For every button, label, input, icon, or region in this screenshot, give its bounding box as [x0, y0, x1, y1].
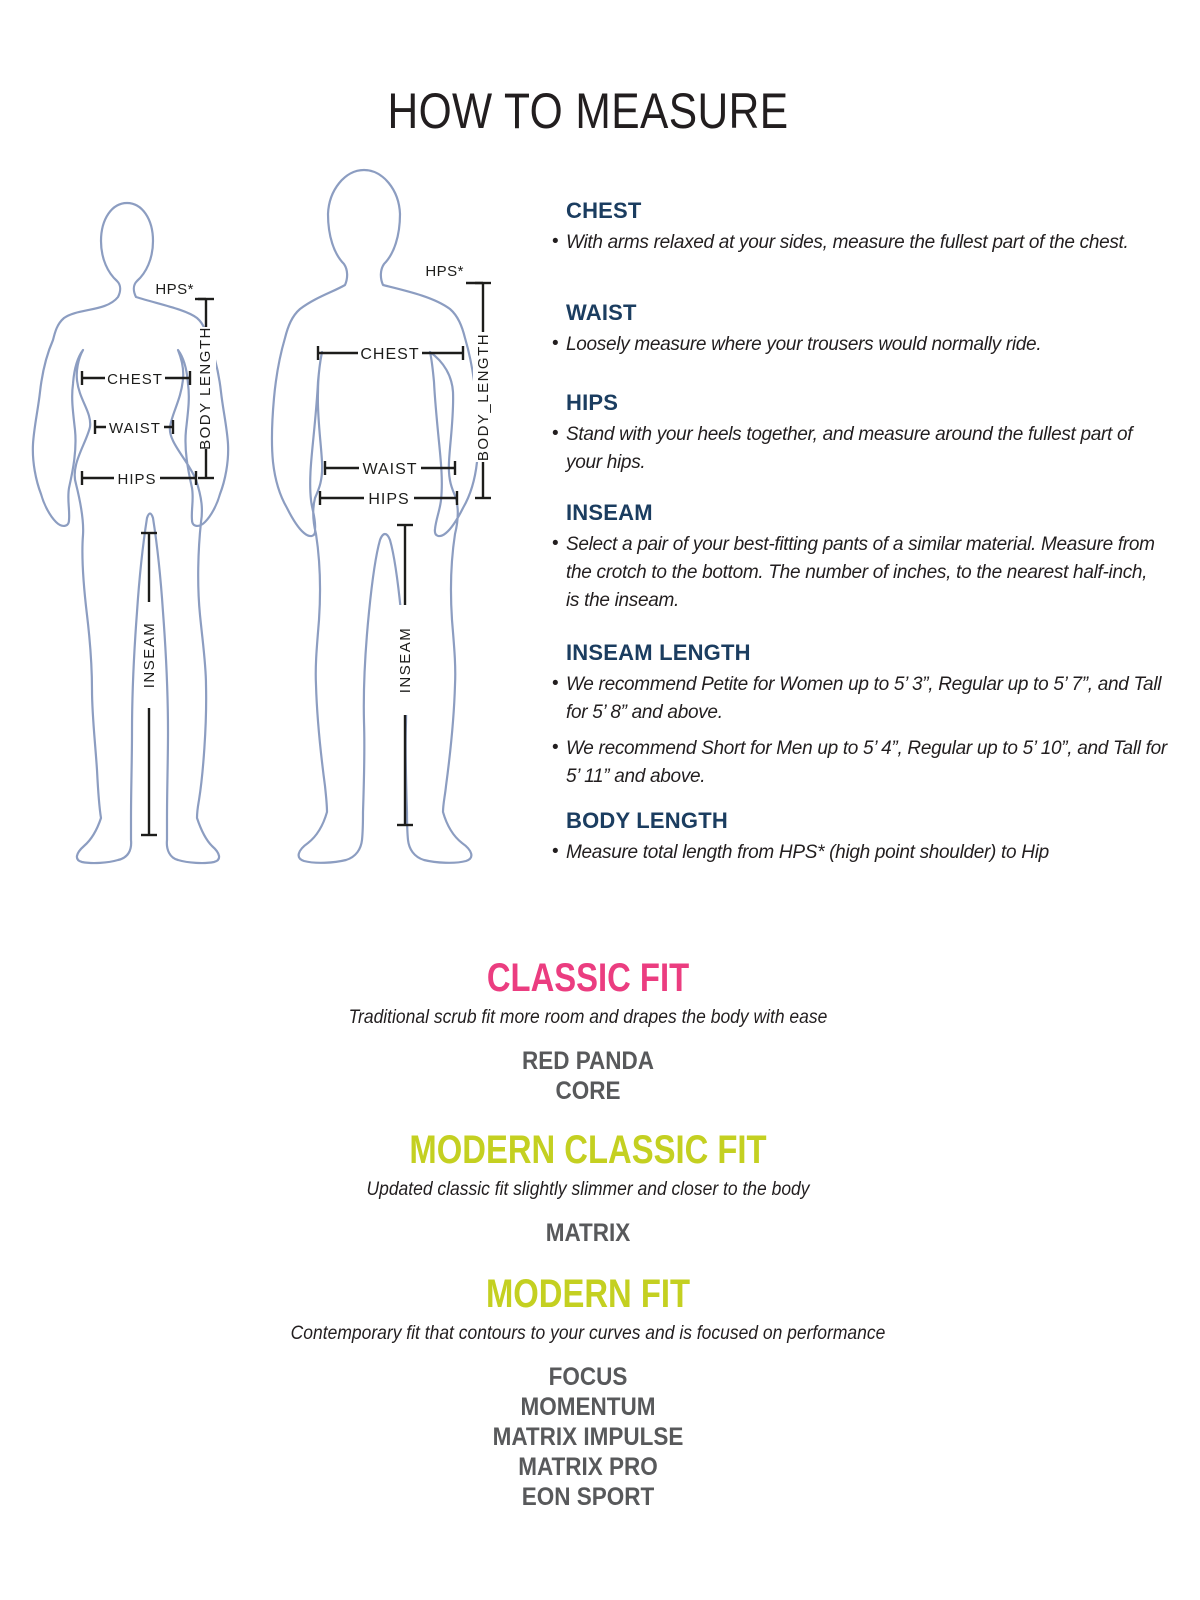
female-chest-label: CHEST — [107, 371, 163, 388]
product-name: MATRIX — [545, 1219, 631, 1247]
female-body-length-label: BODY LENGTH — [197, 326, 214, 450]
page-title: HOW TO MEASURE — [387, 82, 789, 139]
bullet-dot: • — [552, 673, 559, 694]
bullet-dot: • — [552, 231, 559, 252]
fit-description: Contemporary fit that contours to your curves and is focused on performance — [290, 1323, 886, 1344]
fit-section-classic — [0, 958, 1176, 1106]
product-name: CORE — [555, 1077, 621, 1105]
fit-heading: MODERN FIT — [485, 1272, 691, 1316]
bullet-dot: • — [552, 423, 559, 444]
instruction-section-body-length — [551, 808, 1200, 867]
product-name: MATRIX IMPULSE — [492, 1423, 684, 1451]
product-name: EON SPORT — [521, 1483, 655, 1511]
male-body-length-label: BODY_LENGTH — [475, 332, 492, 462]
female-measurements — [82, 281, 216, 835]
male-hps-label: HPS* — [425, 263, 464, 280]
product-name: RED PANDA — [521, 1047, 655, 1075]
bullet-dot: • — [552, 737, 559, 758]
instruction-bullet: • We recommend Petite for Women up to 5’ 3”, Regular up to 5’ 7”, and Tall for 5’ 8” and above. — [566, 671, 1200, 727]
male-chest-label: CHEST — [360, 346, 420, 363]
fit-product-list — [59, 1046, 1117, 1106]
instruction-section-inseam-length — [551, 640, 1200, 791]
bullet-dot: • — [552, 533, 559, 554]
fit-product-list — [59, 1218, 1117, 1248]
product-name: MOMENTUM — [520, 1393, 656, 1421]
bullet-dot: • — [552, 841, 559, 862]
section-heading: INSEAM — [566, 500, 653, 525]
male-hips-label: HIPS — [368, 491, 410, 508]
section-heading: CHEST — [566, 198, 642, 223]
instruction-bullet: • Measure total length from HPS* (high point shoulder) to Hip — [566, 839, 1200, 867]
fit-section-modern-classic — [0, 1130, 1176, 1248]
instruction-section-waist — [551, 300, 1200, 359]
female-hips-label: HIPS — [117, 471, 157, 488]
female-waist-label: WAIST — [109, 420, 161, 437]
product-name: FOCUS — [548, 1363, 628, 1391]
measurement-figures-diagram — [0, 150, 560, 890]
fit-heading: CLASSIC FIT — [486, 956, 690, 1000]
instruction-bullet: • Stand with your heels together, and measure around the fullest part of your hips. — [566, 421, 1200, 477]
instruction-bullet: • Loosely measure where your trousers would normally ride. — [566, 331, 1200, 359]
instruction-bullet: • Select a pair of your best-fitting pants of a similar material. Measure from the crotch to the bottom. The number of inches, to the nearest half-inch, is the inseam. — [566, 531, 1200, 615]
fit-description: Traditional scrub fit more room and drapes the body with ease — [348, 1007, 828, 1028]
section-heading: WAIST — [566, 300, 637, 325]
female-hps-label: HPS* — [155, 281, 194, 298]
fit-heading: MODERN CLASSIC FIT — [409, 1128, 767, 1172]
male-waist-label: WAIST — [362, 461, 418, 478]
bullet-dot: • — [552, 333, 559, 354]
section-heading: BODY LENGTH — [566, 808, 728, 833]
section-heading: INSEAM LENGTH — [566, 640, 751, 665]
section-heading: HIPS — [566, 390, 619, 415]
instruction-section-hips — [551, 390, 1200, 477]
female-figure-outline — [33, 203, 228, 863]
instruction-section-inseam — [551, 500, 1200, 615]
product-name: MATRIX PRO — [518, 1453, 658, 1481]
fit-product-list — [59, 1362, 1117, 1512]
female-inseam-label: INSEAM — [141, 621, 158, 689]
instruction-section-chest — [551, 198, 1200, 257]
fit-section-modern — [0, 1274, 1176, 1512]
male-inseam-label: INSEAM — [397, 626, 414, 694]
instruction-bullet: • We recommend Short for Men up to 5’ 4”, Regular up to 5’ 10”, and Tall for 5’ 11” and above. — [566, 735, 1200, 791]
fit-description: Updated classic fit slightly slimmer and closer to the body — [366, 1179, 810, 1200]
instruction-bullet: • With arms relaxed at your sides, measure the fullest part of the chest. — [566, 229, 1200, 257]
